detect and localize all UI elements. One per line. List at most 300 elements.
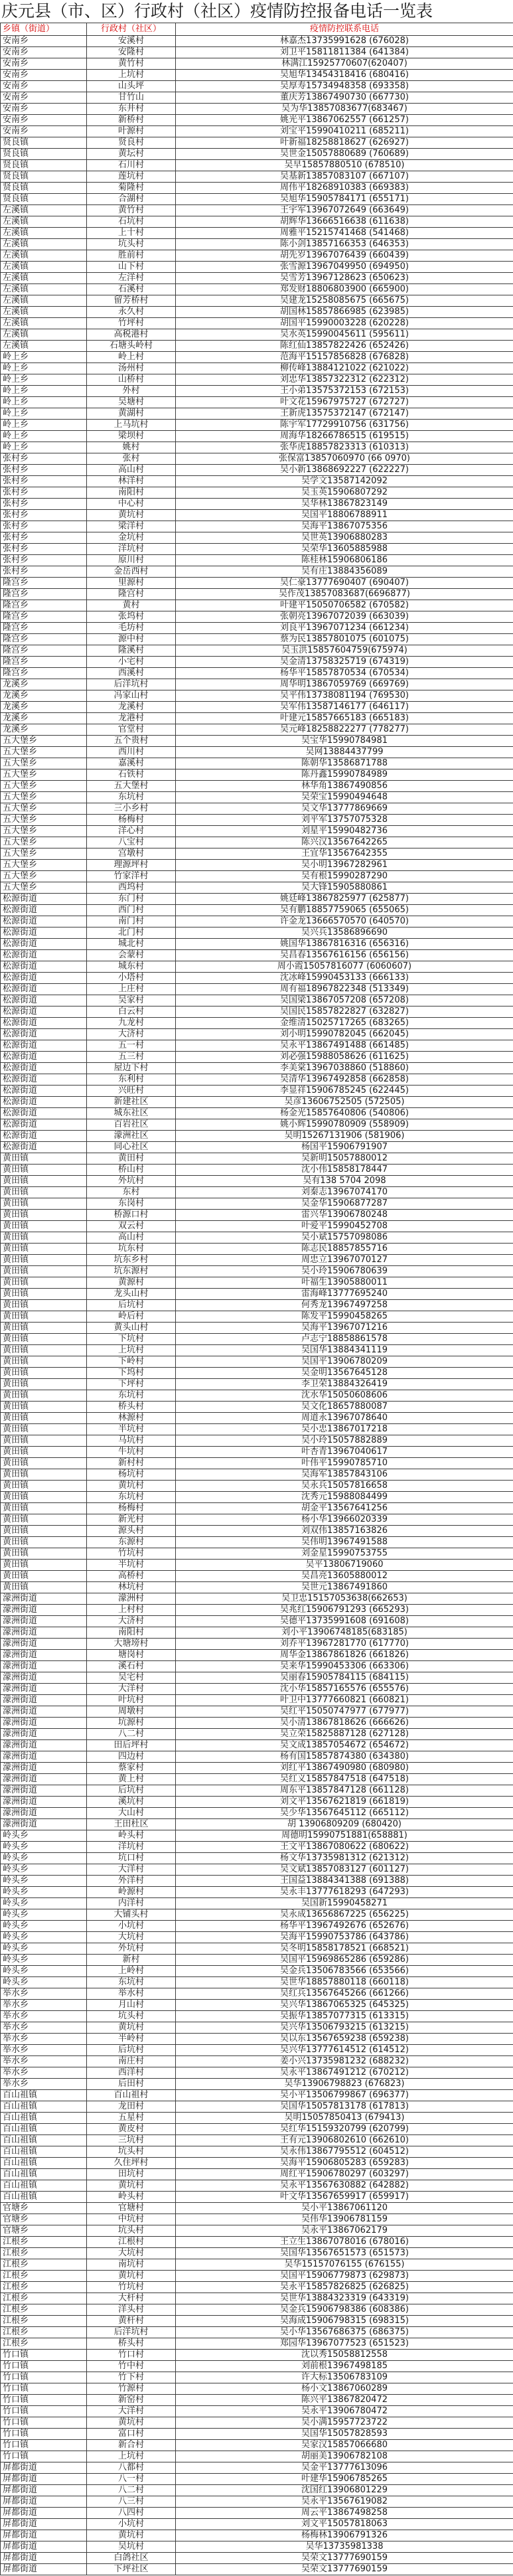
phone-cell: 刘忠华13857322312 (622312) (176, 374, 513, 386)
village-cell: 五三村 (87, 1052, 176, 1063)
town-cell: 松源街道 (1, 950, 87, 961)
table-row (1, 1560, 513, 1571)
town-cell: 岭头乡 (1, 1853, 87, 1864)
town-cell: 松源街道 (1, 995, 87, 1006)
phone-cell: 胡国林15857866985 (623985) (176, 307, 513, 318)
table-row (1, 2406, 513, 2417)
table-row (1, 70, 513, 81)
town-cell: 黄田镇 (1, 1210, 87, 1221)
village-cell: 叶源村 (87, 126, 176, 137)
town-cell: 黄田镇 (1, 1244, 87, 1255)
village-cell: 上坑村 (87, 2451, 176, 2462)
village-cell: 莲坑村 (87, 171, 176, 183)
table-row (1, 1921, 513, 1932)
village-cell: 上坑村 (87, 70, 176, 81)
village-cell: 岭头村 (87, 1830, 176, 1842)
table-row (1, 2259, 513, 2271)
village-cell: 外村 (87, 386, 176, 397)
town-cell: 五大堡乡 (1, 747, 87, 758)
town-cell: 张村乡 (1, 465, 87, 476)
table-row (1, 1751, 513, 1763)
table-row (1, 1334, 513, 1345)
town-cell: 举水乡 (1, 2034, 87, 2045)
phone-cell: 吴国华13567651573 (651573) (176, 2248, 513, 2259)
village-cell: 东岗村 (87, 1198, 176, 1210)
village-cell: 大洋村 (87, 1864, 176, 1876)
town-cell: 举水乡 (1, 2067, 87, 2079)
phone-cell: 吴小玲15906780639 (176, 1266, 513, 1277)
phone-cell: 吴永平13906780472 (176, 2406, 513, 2417)
town-cell: 松源街道 (1, 1074, 87, 1086)
table-row (1, 476, 513, 487)
village-cell: 大塘塝村 (87, 1639, 176, 1650)
town-cell: 黄田镇 (1, 1266, 87, 1277)
phone-cell: 吴荣宝15990494648 (176, 792, 513, 803)
town-cell: 岭头乡 (1, 1887, 87, 1898)
village-cell: 岭上村 (87, 352, 176, 363)
village-cell: 田坑村 (87, 2169, 176, 2180)
phone-cell: 吴建龙15258085675 (665675) (176, 295, 513, 307)
town-cell: 屏都街道 (1, 2485, 87, 2496)
phone-cell: 雷兴华13906780248 (176, 1210, 513, 1221)
table-row (1, 2225, 513, 2237)
town-cell: 黄田镇 (1, 1356, 87, 1368)
town-cell: 张村乡 (1, 566, 87, 578)
town-cell: 黄田镇 (1, 1390, 87, 1402)
village-cell: 新建社区 (87, 1097, 176, 1108)
village-cell: 马坑村 (87, 1435, 176, 1447)
table-row (1, 769, 513, 781)
phone-cell: 吴海平15990753786 (643786) (176, 1932, 513, 1943)
phone-cell: 刘前根13967498185 (176, 2361, 513, 2372)
town-cell: 举水乡 (1, 2022, 87, 2034)
town-cell: 竹口镇 (1, 2440, 87, 2451)
town-cell: 岭上乡 (1, 420, 87, 431)
phone-cell: 吴平伟13738081194 (769530) (176, 690, 513, 702)
village-cell: 理源坪村 (87, 860, 176, 871)
phone-cell: 吴小平13867061120 (176, 2203, 513, 2214)
phone-cell: 吴卫忠15157053638(662653) (176, 1593, 513, 1605)
table-row (1, 126, 513, 137)
phone-cell: 李美棠13967038860 (518860) (176, 1063, 513, 1074)
village-cell: 张坞村 (87, 611, 176, 623)
village-cell: 三小乡村 (87, 803, 176, 815)
table-row (1, 2101, 513, 2113)
town-cell: 隆宫乡 (1, 611, 87, 623)
table-row (1, 724, 513, 736)
town-cell: 江根乡 (1, 2327, 87, 2338)
village-cell: 黄坑村 (87, 2417, 176, 2429)
table-row (1, 2293, 513, 2304)
village-cell: 留芳桥村 (87, 295, 176, 307)
phone-cell: 吴金平13777613096 (176, 2462, 513, 2474)
table-row (1, 1368, 513, 1379)
town-cell: 隆宫乡 (1, 578, 87, 589)
phone-cell: 吴兆红15906791293 (665293) (176, 1605, 513, 1616)
table-row (1, 1244, 513, 1255)
village-cell: 八二村 (87, 1729, 176, 1740)
village-cell: 新窑村 (87, 2395, 176, 2406)
village-cell: 杨梅村 (87, 815, 176, 826)
phone-cell: 吴国平18806788911 (176, 510, 513, 521)
phone-cell: 张朝亮13967072039 (663039) (176, 611, 513, 623)
phone-cell: 王有元13906802610 (662610) (176, 2135, 513, 2146)
phone-cell: 周道永13967078640 (176, 1413, 513, 1424)
town-cell: 五大堡乡 (1, 860, 87, 871)
village-cell: 竹口村 (87, 2350, 176, 2361)
phone-cell: 吴为华13857083677(683467) (176, 104, 513, 115)
table-row (1, 2034, 513, 2045)
table-row (1, 295, 513, 307)
town-cell: 五大堡乡 (1, 882, 87, 894)
phone-cell: 周华明13867059769 (669769) (176, 679, 513, 690)
phone-cell: 吴有138 5704 2098 (176, 1176, 513, 1187)
town-cell: 张村乡 (1, 476, 87, 487)
phone-cell: 吴国华13884341119 (176, 1345, 513, 1356)
town-cell: 屏都街道 (1, 2541, 87, 2553)
village-cell: 牛坑村 (87, 1447, 176, 1458)
phone-cell: 卢志宁18858861578 (176, 1334, 513, 1345)
village-cell: 富口村 (87, 2429, 176, 2440)
table-row (1, 160, 513, 171)
village-cell: 竹源村 (87, 2383, 176, 2395)
table-row (1, 848, 513, 860)
village-cell: 坑东乡村 (87, 1255, 176, 1266)
village-cell: 黄村 (87, 600, 176, 611)
table-row (1, 882, 513, 894)
table-row (1, 2372, 513, 2383)
town-cell: 黄田镇 (1, 1345, 87, 1356)
town-cell: 百山祖镇 (1, 2146, 87, 2158)
phone-cell: 吴旭华15905784171 (655171) (176, 194, 513, 205)
town-cell: 张村乡 (1, 532, 87, 544)
table-row (1, 2462, 513, 2474)
village-cell: 高山村 (87, 465, 176, 476)
town-cell: 黄田镇 (1, 1311, 87, 1323)
village-cell: 百山祖村 (87, 2090, 176, 2101)
table-row (1, 1537, 513, 1548)
town-cell: 屏都街道 (1, 2519, 87, 2530)
town-cell: 黄田镇 (1, 1165, 87, 1176)
village-cell: 杨梅村 (87, 1503, 176, 1514)
town-cell: 濛洲街道 (1, 1774, 87, 1785)
phone-cell: 吴作茂13857083687(6696877) (176, 589, 513, 600)
phone-cell: 吴有根15990287290 (176, 871, 513, 882)
phone-cell: 陈小剑13857166353 (646353) (176, 239, 513, 250)
town-cell: 竹口镇 (1, 2361, 87, 2372)
phone-cell: 陈发平15990458265 (176, 1311, 513, 1323)
phone-cell: 吴国华15057813178 (617813) (176, 2101, 513, 2113)
town-cell: 濛洲街道 (1, 1819, 87, 1830)
table-row (1, 1661, 513, 1672)
village-cell: 五星村 (87, 2113, 176, 2124)
table-row (1, 2316, 513, 2327)
town-cell: 左溪镇 (1, 295, 87, 307)
phone-cell: 吴厚寿15734948358 (693358) (176, 81, 513, 92)
village-cell: 上十村 (87, 228, 176, 239)
phone-cell: 刘文平15057818063 (176, 2519, 513, 2530)
town-cell: 贤良镇 (1, 160, 87, 171)
phone-cell: 吴国新15990458271 (176, 1898, 513, 1909)
village-cell: 小坑村 (87, 1921, 176, 1932)
village-cell: 大杆村 (87, 2293, 176, 2304)
town-cell: 黄田镇 (1, 1435, 87, 1447)
table-row (1, 1785, 513, 1797)
phone-cell: 刘必强15988058626 (611625) (176, 1052, 513, 1063)
town-cell: 左溪镇 (1, 239, 87, 250)
town-cell: 屏都街道 (1, 2496, 87, 2508)
table-row (1, 1627, 513, 1639)
village-cell: 永久村 (87, 307, 176, 318)
phone-cell: 张雪源13967049950 (694950) (176, 262, 513, 273)
village-cell: 新桥村 (87, 115, 176, 126)
phone-cell: 刘平军13757075328 (176, 815, 513, 826)
phone-cell: 吴红兵13567645266 (661266) (176, 1988, 513, 2000)
town-cell: 竹口镇 (1, 2417, 87, 2429)
table-row (1, 2045, 513, 2056)
town-cell: 五大堡乡 (1, 769, 87, 781)
phone-cell: 刘良平13967071234 (661234) (176, 623, 513, 634)
village-cell: 濛洲村 (87, 1593, 176, 1605)
town-cell: 岭头乡 (1, 1943, 87, 1955)
table-row (1, 2530, 513, 2541)
town-cell: 松源街道 (1, 1052, 87, 1063)
phone-cell: 周伟平18268910383 (669383) (176, 183, 513, 194)
table-row (1, 1300, 513, 1311)
town-cell: 岭头乡 (1, 1966, 87, 1977)
town-cell: 竹口镇 (1, 2372, 87, 2383)
town-cell: 五大堡乡 (1, 792, 87, 803)
town-cell: 左溪镇 (1, 205, 87, 216)
table-row (1, 205, 513, 216)
village-cell: 四边村 (87, 1751, 176, 1763)
town-cell: 濛洲街道 (1, 1684, 87, 1695)
village-cell: 黄坑村 (87, 2530, 176, 2541)
village-cell: 八二村 (87, 2485, 176, 2496)
village-cell: 濛洲社区 (87, 1131, 176, 1142)
table-row (1, 2271, 513, 2282)
village-cell: 黄坑村 (87, 2271, 176, 2282)
phone-cell: 杨小华13966020339 (176, 1514, 513, 1526)
table-row (1, 1706, 513, 1718)
table-row (1, 939, 513, 950)
phone-cell: 吴元峰18258822277 (778277) (176, 724, 513, 736)
phone-cell: 吴永成13656867225 (656225) (176, 1909, 513, 1921)
table-row (1, 927, 513, 939)
town-cell: 张村乡 (1, 487, 87, 499)
table-row (1, 2067, 513, 2079)
village-cell: 黄源村 (87, 1277, 176, 1289)
table-row (1, 1605, 513, 1616)
table-row (1, 352, 513, 363)
town-cell: 岭头乡 (1, 1921, 87, 1932)
table-row (1, 1266, 513, 1277)
town-cell: 竹口镇 (1, 2350, 87, 2361)
village-cell: 坑东村 (87, 1244, 176, 1255)
phone-cell: 林华角13867490856 (176, 781, 513, 792)
village-cell: 屋边下村 (87, 1063, 176, 1074)
phone-cell: 杨梅林13906791326 (176, 2530, 513, 2541)
village-cell: 桥山村 (87, 1165, 176, 1176)
phone-cell: 周德明15990751881(658881) (176, 1830, 513, 1842)
table-row (1, 1063, 513, 1074)
town-cell: 左溪镇 (1, 273, 87, 284)
village-cell: 大坑村 (87, 2248, 176, 2259)
village-cell: 黄田村 (87, 1153, 176, 1165)
town-cell: 左溪镇 (1, 284, 87, 295)
phone-cell: 叶建平15050706582 (670582) (176, 600, 513, 611)
phone-cell: 叶建华15906785265 (176, 2474, 513, 2485)
town-cell: 张村乡 (1, 544, 87, 555)
village-cell: 安溪村 (87, 36, 176, 47)
town-cell: 举水乡 (1, 2011, 87, 2022)
phone-cell: 吴小明13967282961 (176, 860, 513, 871)
phone-cell: 吴永伟13867795512 (604512) (176, 2146, 513, 2158)
phone-cell: 吴清华13967492858 (662858) (176, 1074, 513, 1086)
table-row (1, 2135, 513, 2146)
town-cell: 五大堡乡 (1, 871, 87, 882)
phone-cell: 吴振华13857077315 (613315) (176, 2011, 513, 2022)
table-row (1, 1898, 513, 1909)
table-row (1, 1526, 513, 1537)
phone-cell: 吴世华13884323319 (643319) (176, 2293, 513, 2304)
table-row (1, 1943, 513, 1955)
phone-cell: 胡 13906809209 (680420) (176, 1819, 513, 1830)
village-cell: 黄竹村 (87, 58, 176, 70)
table-row (1, 1650, 513, 1661)
table-row (1, 1729, 513, 1740)
contact-table (0, 23, 513, 2575)
town-cell: 龙溪乡 (1, 702, 87, 713)
village-cell: 上岭村 (87, 1966, 176, 1977)
village-cell: 竹坑村 (87, 2282, 176, 2293)
phone-cell: 周有福18967822348 (513349) (176, 984, 513, 995)
phone-cell: 许金龙13666570570 (640570) (176, 916, 513, 927)
village-cell: 溪坑村 (87, 1797, 176, 1808)
phone-cell: 何秀龙13967497258 (176, 1300, 513, 1311)
table-row (1, 1221, 513, 1232)
phone-cell: 蔡为民13857801075 (601075) (176, 634, 513, 645)
town-cell: 濛洲街道 (1, 1593, 87, 1605)
town-cell: 举水乡 (1, 2000, 87, 2011)
town-cell: 黄田镇 (1, 1255, 87, 1266)
town-cell: 安南乡 (1, 58, 87, 70)
village-cell: 黄竹村 (87, 205, 176, 216)
table-row (1, 92, 513, 104)
table-row (1, 2383, 513, 2395)
village-cell: 东源村 (87, 1537, 176, 1548)
table-row (1, 374, 513, 386)
village-cell: 外洋村 (87, 1876, 176, 1887)
town-cell: 张村乡 (1, 453, 87, 465)
village-cell: 岭后村 (87, 1311, 176, 1323)
phone-cell: 吴少华13567645112 (665112) (176, 1808, 513, 1819)
village-cell: 高山村 (87, 1232, 176, 1244)
village-cell: 黄坑村 (87, 1481, 176, 1492)
table-row (1, 194, 513, 205)
village-cell: 龙港村 (87, 713, 176, 724)
phone-cell: 吴海平15906805283 (659283) (176, 2158, 513, 2169)
town-cell: 濛洲街道 (1, 1729, 87, 1740)
town-cell: 龙溪乡 (1, 724, 87, 736)
phone-cell: 刘红平13867490980 (680980) (176, 1763, 513, 1774)
village-cell: 半坑村 (87, 1560, 176, 1571)
village-cell: 兴旺村 (87, 1086, 176, 1097)
village-cell: 八宝村 (87, 837, 176, 848)
phone-cell: 杨有国15857874380 (634380) (176, 1751, 513, 1763)
town-cell: 百山祖镇 (1, 2124, 87, 2135)
town-cell: 黄田镇 (1, 1469, 87, 1481)
town-cell: 五大堡乡 (1, 826, 87, 837)
table-row (1, 1040, 513, 1052)
table-row (1, 1932, 513, 1943)
town-cell: 岭上乡 (1, 397, 87, 408)
phone-cell: 吴小忠13867017218 (176, 1424, 513, 1435)
phone-cell: 陈桂林15906806186 (176, 555, 513, 566)
village-cell: 南庄村 (87, 2056, 176, 2067)
town-cell: 黄田镇 (1, 1221, 87, 1232)
town-cell: 黄田镇 (1, 1548, 87, 1560)
table-row (1, 2429, 513, 2440)
village-cell: 黄杆村 (87, 2316, 176, 2327)
town-cell: 黄田镇 (1, 1153, 87, 1165)
table-row (1, 1413, 513, 1424)
phone-cell: 王新虎13575372147 (672147) (176, 408, 513, 420)
phone-cell: 沈水华15050608606 (176, 1390, 513, 1402)
table-row (1, 1074, 513, 1086)
phone-cell: 胡先岁13967076439 (660439) (176, 250, 513, 262)
table-body (1, 36, 513, 2575)
village-cell: 同心社区 (87, 1142, 176, 1153)
town-cell: 屏都街道 (1, 2508, 87, 2519)
village-cell: 隆溪村 (87, 645, 176, 657)
town-cell: 百山祖镇 (1, 2135, 87, 2146)
village-cell: 大山村 (87, 1808, 176, 1819)
village-cell: 姚村 (87, 442, 176, 453)
phone-cell: 吴伟明13967491588 (176, 1537, 513, 1548)
village-cell: 里源村 (87, 578, 176, 589)
table-row (1, 1323, 513, 1334)
village-cell: 汤州村 (87, 363, 176, 374)
village-cell: 吴家村 (87, 995, 176, 1006)
phone-cell: 杨金光15857640806 (540806) (176, 1108, 513, 1119)
town-cell: 濛洲街道 (1, 1695, 87, 1706)
table-row (1, 578, 513, 589)
phone-cell: 李卫荣13884326419 (176, 1379, 513, 1390)
village-cell: 官堂村 (87, 724, 176, 736)
town-cell: 濛洲街道 (1, 1639, 87, 1650)
phone-cell: 范海平15157856828 (676828) (176, 352, 513, 363)
town-cell: 松源街道 (1, 1131, 87, 1142)
village-cell: 周墩村 (87, 1706, 176, 1718)
phone-cell: 沈小伟15858178447 (176, 1165, 513, 1176)
phone-cell: 叶卫中13777660821 (660821) (176, 1695, 513, 1706)
table-row (1, 1006, 513, 1018)
town-cell: 濛洲街道 (1, 1706, 87, 1718)
phone-cell: 吴文成13857054672 (654672) (176, 1740, 513, 1751)
table-row (1, 2451, 513, 2462)
village-cell: 城东村 (87, 961, 176, 973)
phone-cell: 张华虎18857823313 (610313) (176, 442, 513, 453)
town-cell: 五大堡乡 (1, 781, 87, 792)
table-row (1, 1086, 513, 1097)
table-row (1, 803, 513, 815)
phone-cell: 林嘉杰13735991628 (676028) (176, 36, 513, 47)
phone-cell: 吴学文13587142092 (176, 476, 513, 487)
table-row (1, 318, 513, 329)
phone-cell: 陈宇军17729910756 (631756) (176, 420, 513, 431)
table-row (1, 1582, 513, 1593)
